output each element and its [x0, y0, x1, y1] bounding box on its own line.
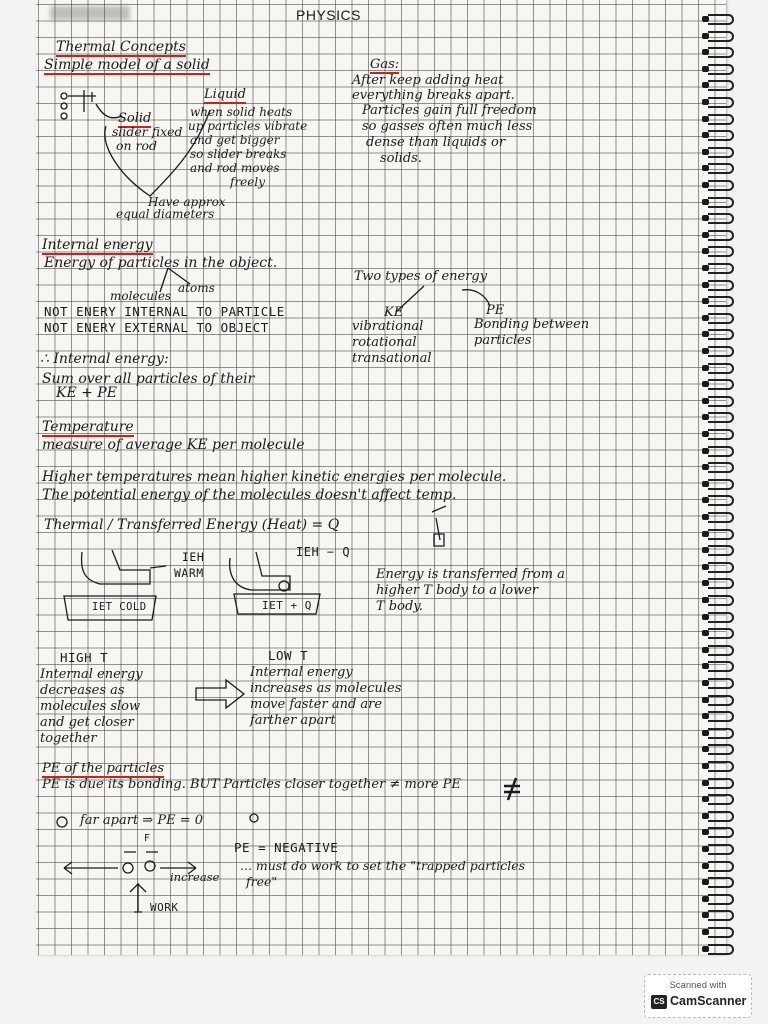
- liquid-line: and get bigger: [190, 133, 280, 147]
- left-arrow: [64, 862, 118, 874]
- pe-particle: [123, 863, 133, 873]
- work-arrow: [130, 884, 146, 912]
- liquid-line: so slider breaks: [190, 147, 287, 161]
- temperature-line: The potential energy of the molecules doesn't affect temp.: [42, 487, 457, 503]
- solid-desc-line: on rod: [116, 138, 158, 153]
- heading-internal-energy: Internal energy: [42, 237, 153, 253]
- subheading-solid-model: Simple model of a solid: [44, 57, 210, 73]
- liquid-label: Liquid: [204, 87, 246, 102]
- slider-branch: [96, 104, 122, 118]
- high-t-line: decreases as: [40, 683, 125, 698]
- pe-description: Bonding between: [474, 317, 590, 332]
- two-types-label: Two types of energy: [354, 269, 488, 284]
- ie-hot-minus-q-label: IEH − Q: [296, 545, 351, 559]
- gas-line: Particles gain full freedom: [362, 103, 537, 118]
- atoms-label: atoms: [178, 281, 215, 295]
- ke-type: rotational: [352, 335, 417, 350]
- liquid-line: and rod moves: [190, 161, 280, 175]
- low-t-line: increases as molecules: [250, 681, 402, 696]
- warm-arrow: [150, 566, 166, 568]
- solid-label: Solid: [118, 111, 152, 126]
- pe-particle: [145, 861, 155, 871]
- sum-line: KE + PE: [56, 385, 117, 401]
- page-title: PHYSICS: [296, 7, 361, 23]
- scanned-with-text: Scanned with: [669, 980, 727, 991]
- molecules-label: molecules: [110, 289, 172, 303]
- v-shape: [105, 110, 210, 196]
- ie-cold-plus-q-label: IET + Q: [262, 599, 312, 612]
- increase-label: increase: [170, 870, 220, 884]
- low-t-line: move faster and are: [250, 697, 383, 712]
- annotation-line: Have approx: [148, 195, 226, 209]
- free-line: free": [246, 874, 278, 889]
- heading-temperature: Temperature: [42, 419, 134, 435]
- particle-circle: [61, 103, 67, 109]
- low-t-line: Internal energy: [250, 665, 353, 680]
- ke-branch: [396, 286, 424, 312]
- internal-energy-definition: Energy of particles in the object.: [44, 255, 278, 271]
- low-t-line: farther apart: [250, 713, 336, 728]
- therefore-line: ∴ Internal energy:: [40, 351, 169, 367]
- atoms-arrow: [160, 268, 190, 292]
- liquid-line: freely: [230, 175, 265, 189]
- transfer-arrow: [196, 680, 244, 708]
- far-apart-line: far apart ⇒ PE = 0: [80, 813, 203, 828]
- pe-particle: [57, 817, 67, 827]
- ke-type: vibrational: [352, 319, 424, 334]
- ke-type: transational: [352, 351, 432, 366]
- rod-line: [68, 90, 96, 112]
- solid-desc-line: slider fixed: [112, 124, 183, 139]
- heading-pe-particles: PE of the particles: [42, 761, 165, 776]
- temperature-line: Higher temperatures mean higher kinetic energies per molecule.: [42, 469, 507, 485]
- camscanner-brand: CamScanner: [670, 994, 747, 1008]
- high-t-line: and get closer: [40, 715, 134, 730]
- cold-body: [64, 596, 156, 620]
- must-do-work-line: ... must do work to set the "trapped particles: [240, 858, 526, 873]
- high-t-line: together: [40, 731, 97, 746]
- scanner-watermark: [644, 974, 752, 1018]
- right-arrow: [160, 862, 196, 874]
- sum-line: Sum over all particles of their: [42, 371, 255, 387]
- camscanner-logo-icon: CS: [651, 995, 667, 1009]
- particle-circle: [61, 113, 67, 119]
- pe-description: particles: [474, 333, 532, 348]
- gas-label: Gas:: [370, 57, 400, 72]
- gas-line: so gasses often much less: [362, 119, 533, 134]
- pe-label: PE: [486, 303, 505, 318]
- q-particle: [432, 506, 446, 546]
- pe-bonding-line: PE is due its bonding. BUT Particles closer together ≠ more PE: [42, 777, 461, 792]
- energy-transfer-line: Energy is transferred from a: [376, 567, 565, 582]
- liquid-line: up particles vibrate: [188, 119, 308, 133]
- work-label: WORK: [150, 901, 179, 914]
- pe-branch: [462, 290, 490, 306]
- gas-line: After keep adding heat: [352, 73, 504, 88]
- force-label: F: [144, 833, 151, 844]
- high-t-line: molecules slow: [40, 699, 141, 714]
- heading-thermal-concepts: Thermal Concepts: [56, 39, 186, 55]
- particle-circle: [61, 93, 67, 99]
- cold-body-2: [234, 594, 320, 614]
- high-t-label: HIGH T: [60, 650, 109, 665]
- heat-definition: Thermal / Transferred Energy (Heat) = Q: [44, 517, 340, 533]
- temperature-definition: measure of average KE per molecule: [42, 437, 305, 453]
- caps-note: NOT ENERY EXTERNAL TO OBJECT: [44, 320, 269, 335]
- ke-label: KE: [384, 305, 404, 320]
- low-t-label: LOW T: [268, 648, 309, 663]
- warm-body: [82, 550, 150, 584]
- gas-line: everything breaks apart.: [352, 88, 515, 103]
- not-equal-symbol: [504, 778, 520, 800]
- ie-hot-label: IEH: [182, 550, 205, 564]
- pe-particle: [250, 814, 258, 822]
- caps-note: NOT ENERY INTERNAL TO PARTICLE: [44, 304, 285, 319]
- body-outline: [230, 552, 290, 590]
- gas-line: solids.: [380, 151, 422, 166]
- high-t-line: Internal energy: [40, 667, 143, 682]
- energy-transfer-line: higher T body to a lower: [376, 583, 539, 598]
- annotation-line: equal diameters: [116, 207, 215, 221]
- energy-transfer-line: T body.: [376, 599, 424, 614]
- warm-label: WARM: [174, 566, 204, 580]
- gas-line: dense than liquids or: [366, 135, 506, 150]
- pe-negative-label: PE = NEGATIVE: [234, 840, 339, 855]
- liquid-line: when solid heats: [190, 105, 293, 119]
- ie-cold-label: IET COLD: [92, 601, 147, 613]
